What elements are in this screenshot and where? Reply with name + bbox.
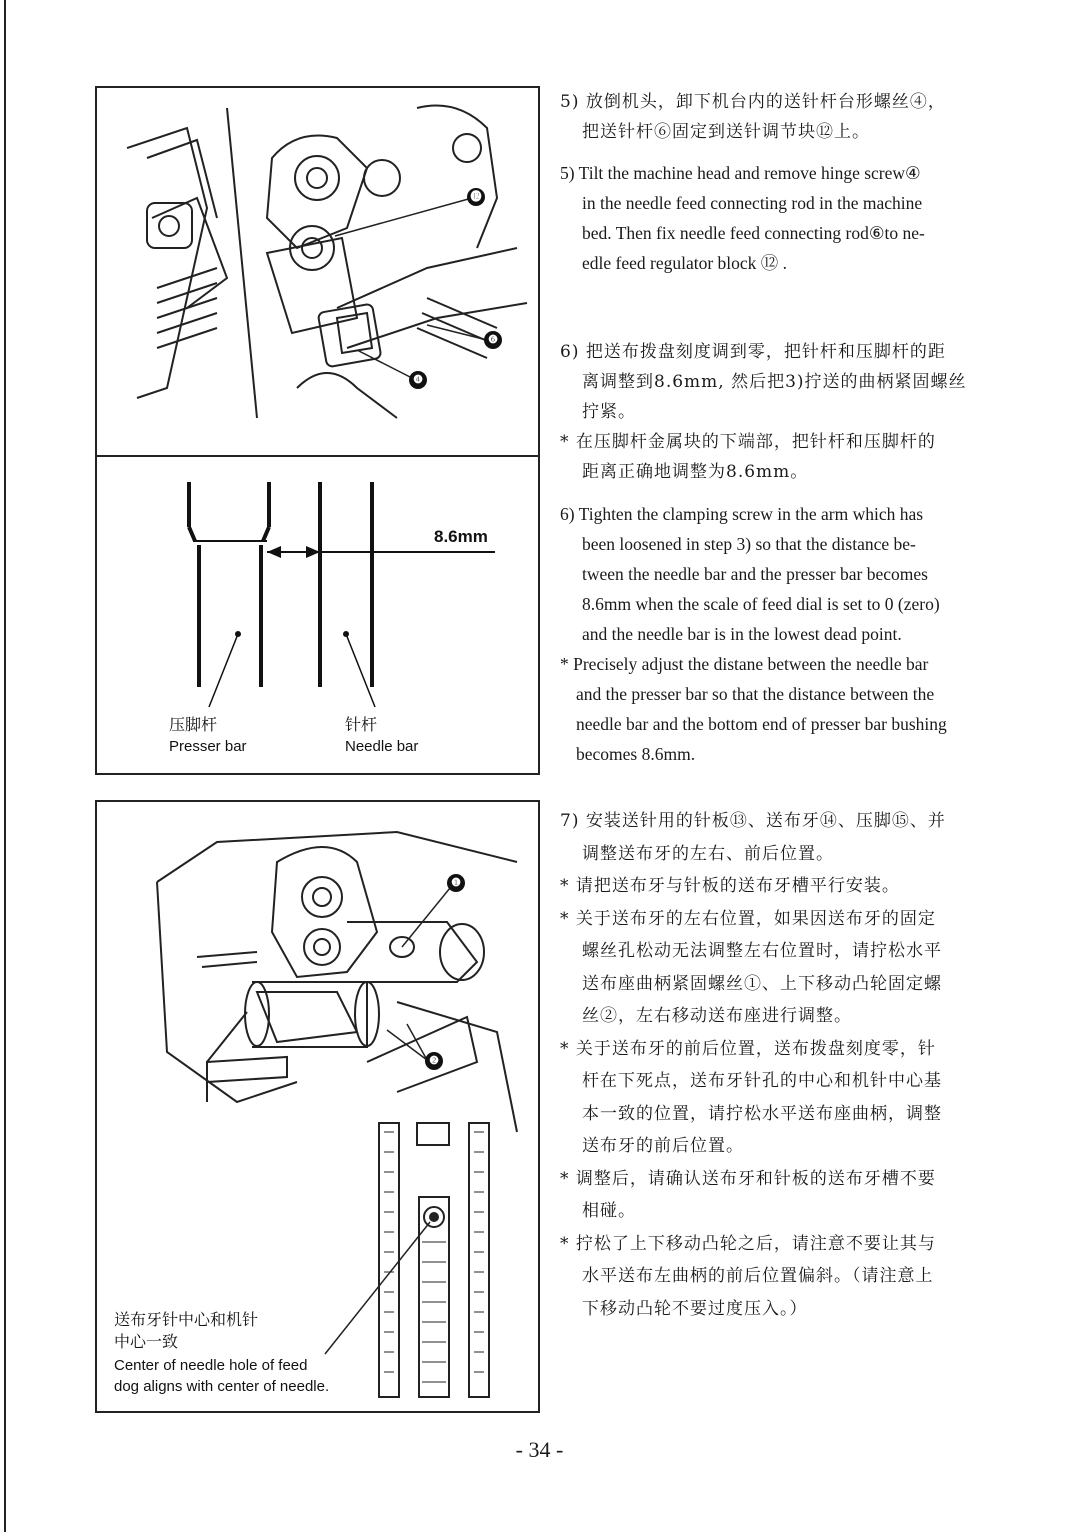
step5-en-line4: edle feed regulator block ⑫ .	[582, 253, 788, 273]
step7-line13: 相碰。	[582, 1201, 636, 1221]
caption-zh-1: 送布牙针中心和机针	[114, 1310, 259, 1329]
page-edge-line	[4, 0, 6, 1532]
dimension-label: 8.6mm	[434, 527, 488, 546]
bar-distance-drawing	[97, 457, 542, 777]
step5-en-line1: 5) Tilt the machine head and remove hinge screw④	[560, 163, 921, 183]
step7-zh	[560, 805, 946, 1325]
callout-1: ❶	[447, 874, 465, 892]
step6-en-line3: tween the needle bar and the presser bar becomes	[582, 564, 928, 584]
step7-line3: * 请把送布牙与针板的送布牙槽平行安装。	[560, 876, 900, 896]
callout-2: ❷	[425, 1052, 443, 1070]
figure-bar-distance	[95, 455, 540, 775]
step6-en-line4: 8.6mm when the scale of feed dial is set to 0 (zero)	[582, 594, 940, 614]
caption-en-2: dog aligns with center of needle.	[114, 1378, 330, 1395]
step7-line7: 丝②，左右移动送布座进行调整。	[582, 1006, 852, 1026]
step7-line12: * 调整后，请确认送布牙和针板的送布牙槽不要	[560, 1168, 936, 1189]
step5-zh-line1: 5) 放倒机头，卸下机台内的送针杆台形螺丝④，	[560, 92, 946, 112]
caption-zh-2: 中心一致	[114, 1332, 179, 1351]
step7-line2: 调整送布牙的左右、前后位置。	[582, 843, 834, 864]
step7-line14: * 拧松了上下移动凸轮之后，请注意不要让其与	[560, 1233, 936, 1254]
step6-zh	[560, 337, 967, 487]
step6-en-note1: * Precisely adjust the distane between the needle bar	[560, 654, 929, 674]
step7-line6: 送布座曲柄紧固螺丝①、上下移动凸轮固定螺	[582, 973, 942, 994]
page-number: - 34 -	[515, 1437, 564, 1462]
step7-line10: 本一致的位置，请拧松水平送布座曲柄，调整	[582, 1103, 942, 1124]
step6-zh-line2: 离调整到8.6mm, 然后把3)拧送的曲柄紧固螺丝	[582, 372, 967, 392]
step7-line8: * 关于送布牙的前后位置，送布拨盘刻度零，针	[560, 1038, 936, 1059]
caption-en-1: Center of needle hole of feed	[114, 1357, 308, 1374]
callout-6: ❻	[484, 331, 502, 349]
step6-en	[560, 499, 947, 769]
step5-en-line2: in the needle feed connecting rod in the machine	[582, 193, 923, 213]
step7-line15: 水平送布左曲柄的前后位置偏斜。（请注意上	[582, 1266, 934, 1286]
step6-zh-line1: 6) 把送布拨盘刻度调到零，把针杆和压脚杆的距	[560, 342, 946, 362]
step6-en-note3: needle bar and the bottom end of presser bar bushing	[576, 714, 947, 734]
step7-line1: 7) 安装送针用的针板⑬、送布牙⑭、压脚⑮、并	[560, 811, 946, 831]
figure-needle-feed-mechanism	[95, 86, 540, 459]
step5-zh-line2: 把送针杆⑥固定到送针调节块⑫上。	[582, 122, 870, 142]
step5-en-line3: bed. Then fix needle feed connecting rod⑥to ne-	[582, 223, 925, 243]
presser-bar-label-zh: 压脚杆	[169, 715, 218, 734]
needle-bar-label-zh: 针杆	[345, 715, 378, 734]
step5-zh	[560, 87, 946, 147]
step6-en-note4: becomes 8.6mm.	[576, 744, 696, 764]
step6-zh-note1: * 在压脚杆金属块的下端部，把针杆和压脚杆的	[560, 432, 936, 452]
step6-zh-line3: 拧紧。	[582, 402, 636, 422]
step6-zh-note2: 距离正确地调整为8.6mm。	[582, 462, 809, 482]
step6-en-line1: 6) Tighten the clamping screw in the arm which has	[560, 504, 924, 524]
step7-line11: 送布牙的前后位置。	[582, 1136, 744, 1156]
step5-en	[560, 158, 925, 278]
step6-en-line5: and the needle bar is in the lowest dead point.	[582, 624, 902, 644]
step7-line5: 螺丝孔松动无法调整左右位置时，请拧松水平	[582, 941, 942, 961]
callout-12: ⓬	[467, 188, 485, 206]
step6-en-line2: been loosened in step 3) so that the distance be-	[582, 534, 916, 554]
step6-en-note2: and the presser bar so that the distance between the	[576, 684, 935, 704]
step7-line4: * 关于送布牙的左右位置，如果因送布牙的固定	[560, 908, 936, 929]
mechanism-drawing	[97, 88, 542, 461]
step7-line9: 杆在下死点，送布牙针孔的中心和机针中心基	[582, 1071, 942, 1091]
step7-line16: 下移动凸轮不要过度压入。）	[582, 1298, 808, 1319]
figure-feed-dog-position	[95, 800, 540, 1413]
needle-bar-label-en: Needle bar	[345, 738, 419, 755]
callout-4: ❹	[409, 371, 427, 389]
presser-bar-label-en: Presser bar	[169, 738, 247, 755]
